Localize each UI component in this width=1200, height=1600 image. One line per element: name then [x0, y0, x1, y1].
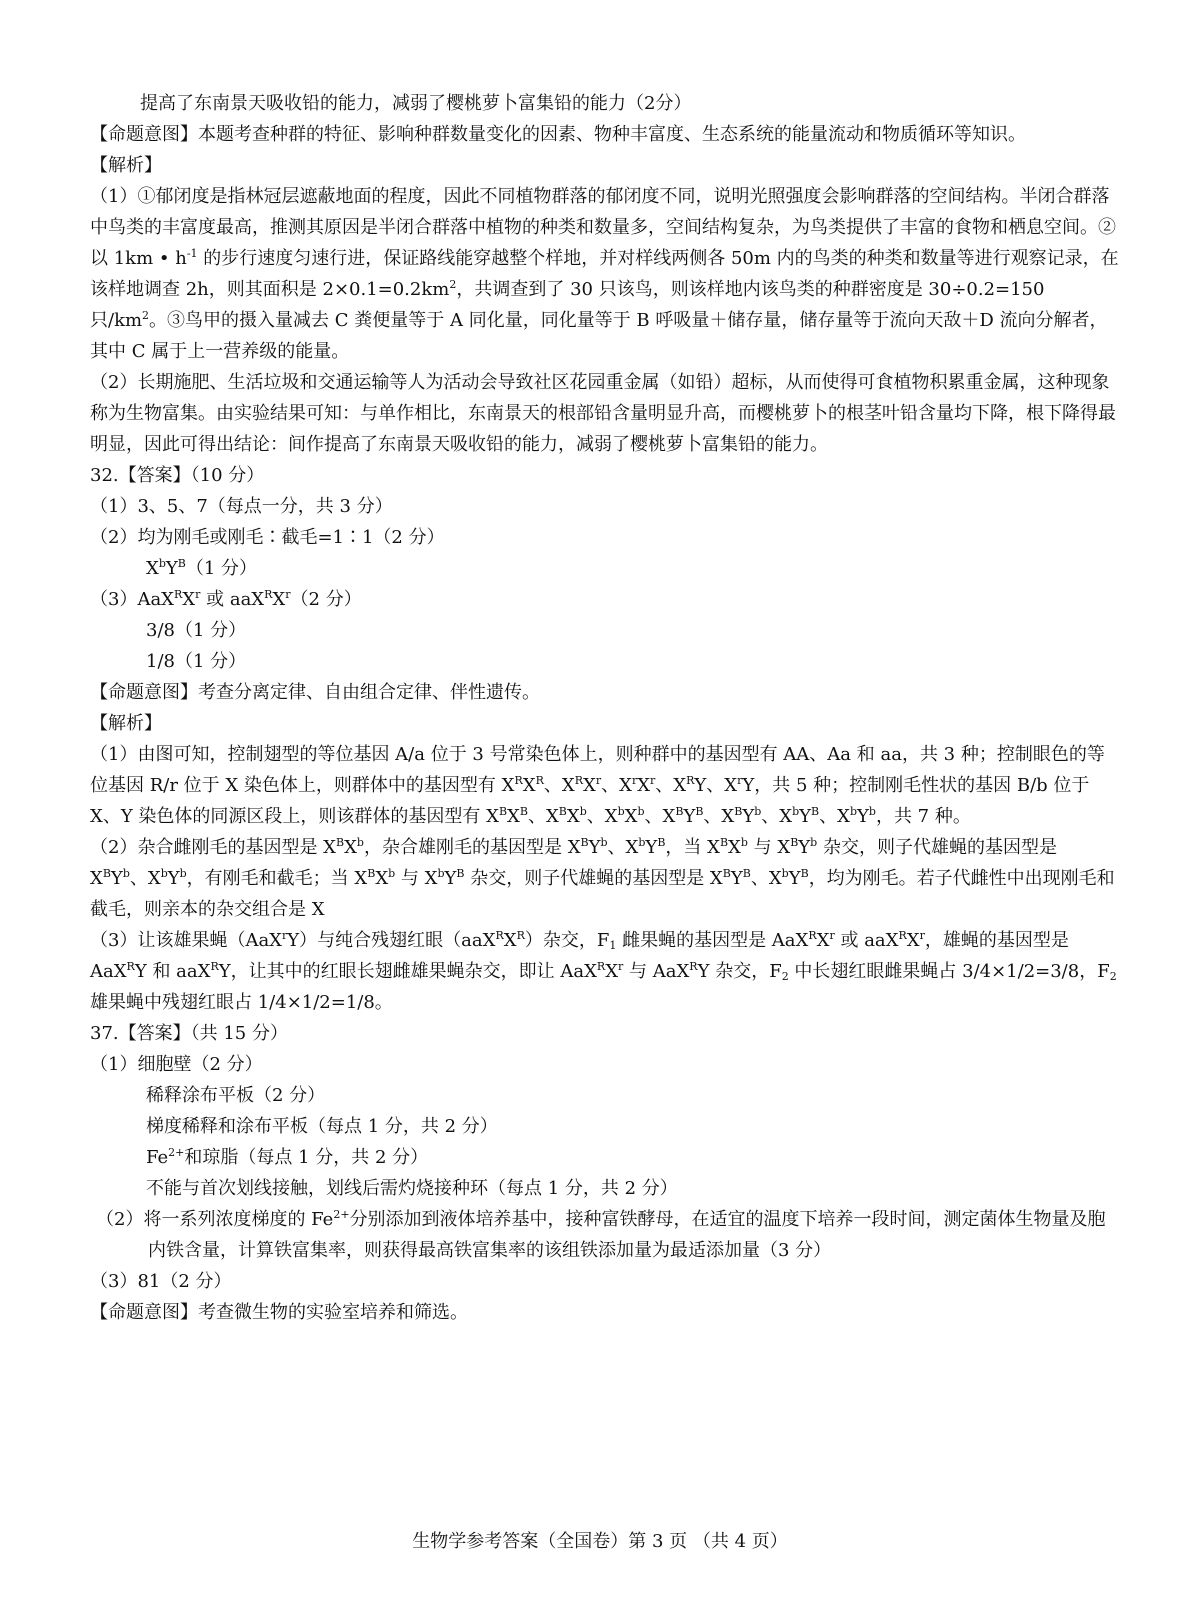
page-footer: 生物学参考答案（全国卷）第 3 页 （共 4 页）: [412, 1531, 788, 1552]
q32-intent: 【命题意图】考查分离定律、自由组合定律、伴性遗传。: [90, 682, 540, 703]
q37-answer-1-streak: 不能与首次划线接触，划线后需灼烧接种环（每点 1 分，共 2 分）: [146, 1178, 678, 1199]
answer-conclusion: 提高了东南景天吸收铅的能力，减弱了樱桃萝卜富集铅的能力（2分）: [140, 93, 692, 114]
analysis-paragraph-1: （1）①郁闭度是指林冠层遮蔽地面的程度，因此不同植物群落的郁闭度不同，说明光照强度会影响群落的空间结构。半闭合群落中鸟类的丰富度最高，推测其原因是半闭合群落中植物的种类和数量多，空间结构复杂，为鸟类提供了丰富的食物和栖息空间。②以 1km • $h^{-1}$ 的步行速度匀速行进，保证路线能穿越整个样地，并对样线两侧各 50m 内的鸟类的种类和数量等进行观察记录，在该样地调查 2h，则其面积是 $2\times 0.1=0.2km^2$，共调查到了 30 只该鸟，则该样地内该鸟类的种群密度是 30÷0.2=150 只$/km^2$。③鸟甲的摄入量减去 C 粪便量等于 A 同化量，同化量等于 B 呼吸量＋储存量，储存量等于流向天敌＋D 流向分解者，其中 C 属于上一营养级的能量。: [90, 186, 1119, 362]
q32-analysis-1: （1）由图可知，控制翅型的等位基因 A/a 位于 3 号常染色体上，则种群中的基因型有 AA、Aa 和 aa，共 3 种；控制眼色的等位基因 R/r 位于 X 染色体上，则群体中的基因型有 $X^RX^R$、$X^RX^r$、$X^rX^r$、$X^RY$、$X^rY$，共 5 种；控制刚毛性状的基因 B/b 位于 X、Y 染色体的同源区段上，则该群体的基因型有 $X^BX^B$、$X^BX^b$、$X^bX^b$、$X^BY^B$、$X^BY^b$、$X^bY^B$、$X^bY^b$，共 7 种。: [90, 744, 1105, 827]
analysis-paragraph-2: （2）长期施肥、生活垃圾和交通运输等人为活动会导致社区花园重金属（如铅）超标，从而使得可食植物积累重金属，这种现象称为生物富集。由实验结果可知：与单作相比，东南景天的根部铅含量明显升高，而樱桃萝卜的根茎叶铅含量均下降，根下降得最明显，因此可得出结论：间作提高了东南景天吸收铅的能力，减弱了樱桃萝卜富集铅的能力。: [90, 372, 1116, 455]
q37-answer-3: （3）81（2 分）: [90, 1271, 232, 1292]
q37-answer-heading: 37.【答案】（共 15 分）: [90, 1023, 288, 1044]
intent-heading: 【命题意图】本题考查种群的特征、影响种群数量变化的因素、物种丰富度、生态系统的能量流动和物质循环等知识。: [90, 124, 1026, 145]
q37-answer-1-medium: $Fe^{2+}$和琼脂（每点 1 分，共 2 分）: [146, 1146, 429, 1168]
analysis-heading: 【解析】: [90, 155, 162, 176]
q32-analysis-2: （2）杂合雌刚毛的基因型是 $X^BX^b$，杂合雄刚毛的基因型是 $X^BY^b$、$X^bY^B$，当 $X^BX^b$ 与 $X^BY^b$ 杂交，则子代雄蝇的基因型是 $X^BY^b$、$X^bY^b$，有刚毛和截毛；当 $X^BX^b$ 与 $X^bY^B$ 杂交，则子代雄蝇的基因型是 $X^BY^B$、$X^bY^B$，均为刚毛。若子代雌性中出现刚毛和截毛，则亲本的杂交组合是 X: [90, 836, 1115, 920]
q32-analysis-3: （3）让该雄果蝇（AaX$^r$Y）与纯合残翅红眼$(aaX^RX^R)$杂交，$F_1$ 雌果蝇的基因型是 $AaX^RX^r$ 或 $aaX^RX^r$，雄蝇的基因型是 AaX$^R$Y 和 aaX$^R$Y，让其中的红眼长翅雌雄果蝇杂交，即让 $AaX^RX^r$ 与 AaX$^R$Y 杂交，$F_2$ 中长翅红眼雌果蝇占 3/4×1/2=3/8，$F_2$ 雄果蝇中残翅红眼占 1/4×1/2=1/8。: [90, 929, 1117, 1013]
q32-answer-3: $(3)AaX^RX^r$ 或 $aaX^RX^r(2$ 分）: [90, 588, 362, 610]
q37-answer-1: （1）细胞壁（2 分）: [90, 1054, 263, 1075]
document-body: [90, 88, 1120, 1328]
q32-answer-2-genotype: $X^bY^B(1$ 分）: [146, 557, 258, 579]
q32-answer-heading: 32.【答案】（10 分）: [90, 465, 265, 486]
q37-answer-1-method: 稀释涂布平板（2 分）: [146, 1085, 326, 1106]
q37-answer-2: （2）将一系列浓度梯度的 $Fe^{2+}$分别添加到液体培养基中，接种富铁酵母，在适宜的温度下培养一段时间，测定菌体生物量及胞内铁含量，计算铁富集率，则获得最高铁富集率的该组铁添加量为最适添加量（3 分）: [96, 1208, 1106, 1261]
q37-intent: 【命题意图】考查微生物的实验室培养和筛选。: [90, 1302, 468, 1323]
q32-answer-3-fraction-b: 1/8（1 分）: [146, 651, 247, 672]
q32-answer-2: （2）均为刚毛或刚毛∶截毛=1∶1（2 分）: [90, 527, 445, 548]
q32-answer-3-fraction-a: 3/8（1 分）: [146, 620, 247, 641]
q37-answer-1-steps: 梯度稀释和涂布平板（每点 1 分，共 2 分）: [146, 1116, 498, 1137]
q32-answer-1: （1）3、5、7（每点一分，共 3 分）: [90, 496, 393, 517]
q32-analysis-heading: 【解析】: [90, 713, 162, 734]
